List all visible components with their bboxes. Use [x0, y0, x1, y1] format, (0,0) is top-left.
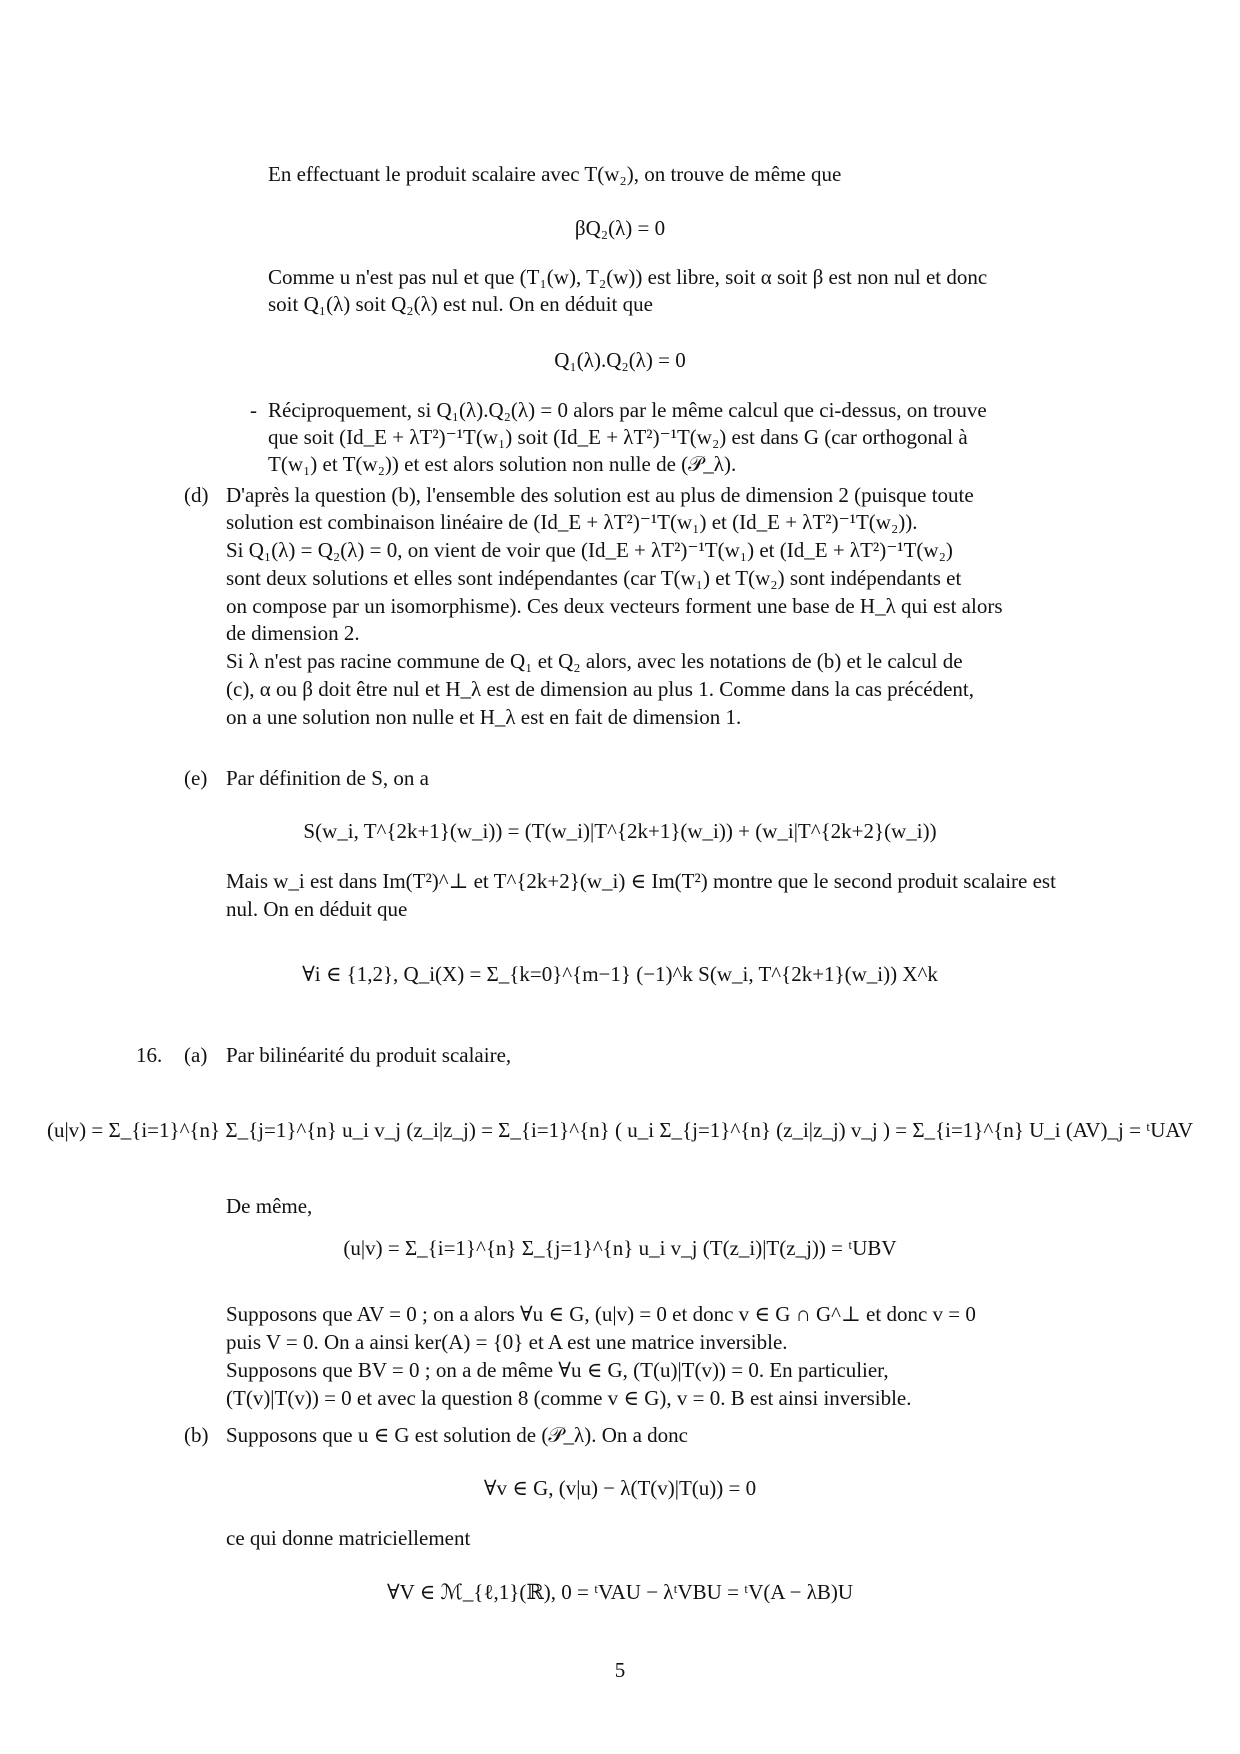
paragraph-line: puis V = 0. On a ainsi ker(A) = {0} et A est une matrice inversible. [226, 1330, 788, 1354]
paragraph-line: Si λ n'est pas racine commune de Q₁ et Q₂ alors, avec les notations de (b) et le calcul de [226, 649, 963, 673]
paragraph-line: D'après la question (b), l'ensemble des solution est au plus de dimension 2 (puisque toute [226, 483, 974, 507]
paragraph-line: on compose par un isomorphisme). Ces deux vecteurs forment une base de H_λ qui est alors [226, 594, 1003, 618]
paragraph-line: de dimension 2. [226, 621, 360, 645]
equation: ∀i ∈ {1,2}, Q_i(X) = Σ_{k=0}^{m−1} (−1)^k S(w_i, T^{2k+1}(w_i)) X^k [302, 962, 938, 986]
item-label-d: (d) [184, 483, 209, 507]
equation: (u|v) = Σ_{i=1}^{n} Σ_{j=1}^{n} u_i v_j (z_i|z_j) = Σ_{i=1}^{n} ( u_i Σ_{j=1}^{n} (z_i|z_j) v_j ) = Σ_{i=1}^{n} U_i (AV)_j = ᵗUAV [46, 1118, 1193, 1142]
paragraph-line: Par définition de S, on a [226, 766, 429, 790]
equation: ∀v ∈ G, (v|u) − λ(T(v)|T(u)) = 0 [483, 1476, 757, 1500]
equation: Q₁(λ).Q₂(λ) = 0 [554, 348, 686, 372]
paragraph-line: Si Q₁(λ) = Q₂(λ) = 0, on vient de voir que (Id_E + λT²)⁻¹T(w₁) et (Id_E + λT²)⁻¹T(w₂) [226, 538, 953, 562]
paragraph-line: nul. On en déduit que [226, 897, 408, 921]
bullet-marker: - [250, 398, 257, 422]
item-label-a: (a) [184, 1043, 208, 1067]
paragraph-line: Supposons que u ∈ G est solution de (𝒫_λ). On a donc [226, 1423, 688, 1447]
paragraph-line: soit Q₁(λ) soit Q₂(λ) est nul. On en déduit que [268, 292, 653, 316]
paragraph-line: solution est combinaison linéaire de (Id_E + λT²)⁻¹T(w₁) et (Id_E + λT²)⁻¹T(w₂)). [226, 510, 918, 534]
item-label-b: (b) [184, 1423, 209, 1447]
paragraph-line: sont deux solutions et elles sont indépendantes (car T(w₁) et T(w₂) sont indépendants et [226, 566, 962, 590]
equation: S(w_i, T^{2k+1}(w_i)) = (T(w_i)|T^{2k+1}(w_i)) + (w_i|T^{2k+2}(w_i)) [303, 819, 937, 843]
paragraph-line: que soit (Id_E + λT²)⁻¹T(w₁) soit (Id_E + λT²)⁻¹T(w₂) est dans G (car orthogonal à [268, 425, 968, 449]
paragraph-line: Supposons que AV = 0 ; on a alors ∀u ∈ G, (u|v) = 0 et donc v ∈ G ∩ G^⊥ et donc v = 0 [226, 1302, 976, 1326]
paragraph-line: Supposons que BV = 0 ; on a de même ∀u ∈ G, (T(u)|T(v)) = 0. En particulier, [226, 1358, 889, 1382]
equation: (u|v) = Σ_{i=1}^{n} Σ_{j=1}^{n} u_i v_j (T(z_i)|T(z_j)) = ᵗUBV [343, 1236, 897, 1260]
paragraph-line: Par bilinéarité du produit scalaire, [226, 1043, 512, 1067]
equation: βQ₂(λ) = 0 [574, 216, 666, 240]
paragraph-line: Comme u n'est pas nul et que (T₁(w), T₂(w)) est libre, soit α soit β est non nul et donc [268, 265, 988, 289]
question-number: 16. [136, 1043, 163, 1067]
paragraph-line: Mais w_i est dans Im(T²)^⊥ et T^{2k+2}(w_i) ∈ Im(T²) montre que le second produit scalaire est [226, 869, 1056, 893]
equation: ∀V ∈ ℳ_{ℓ,1}(ℝ), 0 = ᵗVAU − λᵗVBU = ᵗV(A − λB)U [386, 1580, 854, 1604]
paragraph-line: Réciproquement, si Q₁(λ).Q₂(λ) = 0 alors par le même calcul que ci-dessus, on trouve [268, 398, 987, 422]
item-label-e: (e) [184, 766, 208, 790]
paragraph-line: on a une solution non nulle et H_λ est en fait de dimension 1. [226, 705, 742, 729]
paragraph-line: T(w₁) et T(w₂)) et est alors solution non nulle de (𝒫_λ). [268, 452, 737, 476]
paragraph-line: ce qui donne matriciellement [226, 1526, 471, 1550]
paragraph-line: En effectuant le produit scalaire avec T(w₂), on trouve de même que [268, 162, 842, 186]
paragraph-line: De même, [226, 1194, 313, 1218]
paragraph-line: (T(v)|T(v)) = 0 et avec la question 8 (comme v ∈ G), v = 0. B est ainsi inversible. [226, 1386, 912, 1410]
page-number: 5 [614, 1658, 626, 1682]
paragraph-line: (c), α ou β doit être nul et H_λ est de dimension au plus 1. Comme dans la cas précédent, [226, 677, 975, 701]
